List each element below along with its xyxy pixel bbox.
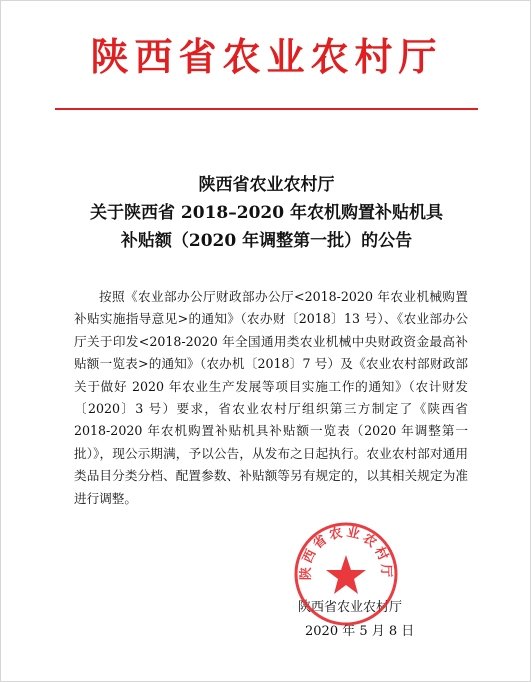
star-icon [326, 555, 366, 594]
seal-text: 陕西省农业农村厅 [298, 524, 394, 581]
signature-org: 陕西省农业农村厅 [298, 600, 403, 615]
official-seal [291, 519, 401, 629]
body-paragraph: 按照《农业部办公厅财政部办公厅<2018-2020 年农业机械购置补贴实施指导意见>的通知》（农办财〔2018〕13 号）、《农业部办公厅关于印发<2018-2020 年全国通用类农业机械中央财政资金最高补贴额一览表>的通知》（农办机〔2018〕7 号）及《农业农村部财政部关于做好 2020 年农业生产发展等项目实施工作的通知》（农计财发〔2020〕3 号）要求，省农业农村厅组织第三方制定了《陕西省 2018-2020 年农机购置补贴机具补贴额一览表（2020 年调整第一批）》，现公示期满，予以公告，从发布之日起执行。农业农村部对通用类品目分类分档、配置参数、补贴额等另有规定的，以其相关规定为准进行调整。 [74, 289, 468, 506]
title-line-3: 补贴额（2020 年调整第一批）的公告 [120, 231, 413, 251]
title-line-2: 关于陕西省 2018–2020 年农机购置补贴机具 [90, 203, 443, 223]
letterhead-title: 陕西省农业农村厅 [90, 35, 443, 79]
document-title [1, 171, 531, 255]
signature-date: 2020 年 5 月 8 日 [305, 624, 415, 639]
title-line-1: 陕西省农业农村厅 [198, 175, 335, 195]
letterhead-divider [55, 108, 478, 110]
